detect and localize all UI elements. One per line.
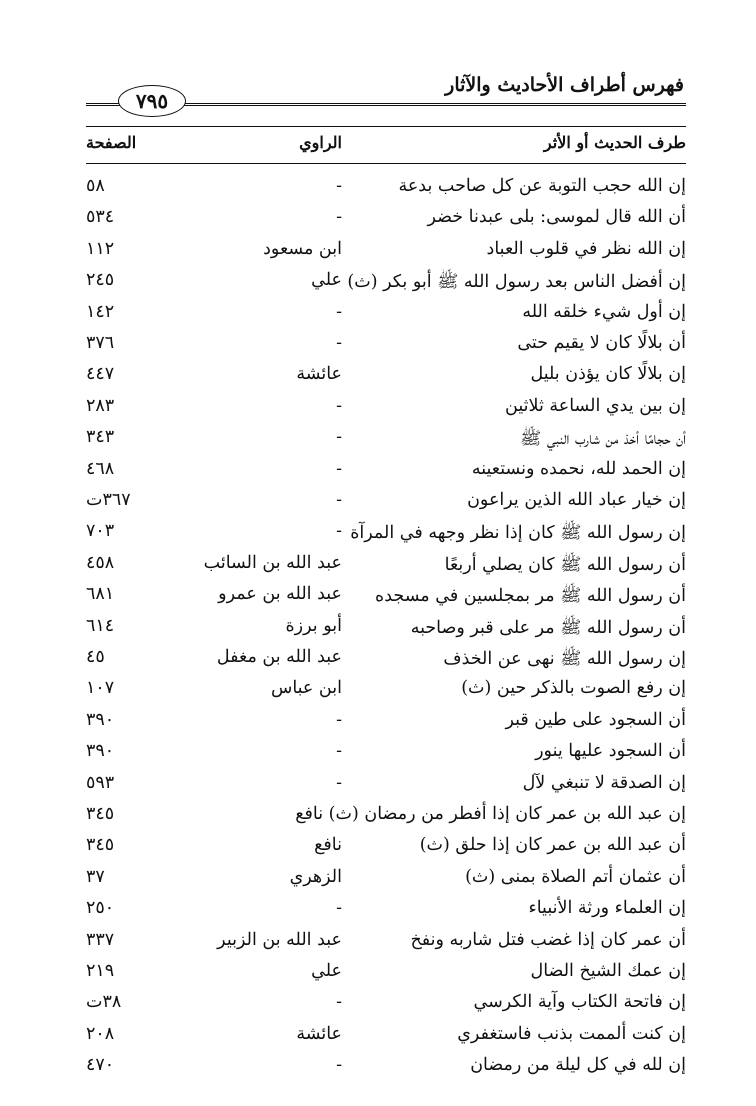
column-header-hadith: طرف الحديث أو الأثر [543, 133, 686, 152]
narrator: - [336, 427, 342, 448]
column-header-rawi: الراوي [299, 133, 342, 152]
page-ref: ٣٩٠ [86, 709, 115, 730]
narrator: - [336, 490, 342, 510]
hadith-text: أن الله قال لموسى: بلى عبدنا خضر [427, 207, 686, 228]
column-header-page: الصفحة [86, 133, 137, 152]
page-ref: ٢٥٠ [86, 898, 115, 919]
narrator: - [336, 301, 342, 322]
page-ref: ٣٤٥ [86, 804, 115, 824]
table-row [86, 205, 686, 236]
page-ref: ٥٩٣ [86, 772, 115, 793]
hadith-text: إن خيار عباد الله الذين يراعون [467, 490, 686, 510]
page-ref: ٦٨١ [86, 584, 115, 605]
table-row [86, 300, 686, 331]
hadith-text: إن رسول الله ﷺ كان إذا نظر وجهه في المرآة [350, 523, 686, 544]
narrator: عبد الله بن الزبير [217, 929, 342, 950]
hadith-text: أن رسول الله ﷺ مر بمجلسين في مسجده [375, 586, 686, 607]
table-row [86, 959, 686, 990]
hadith-text: إن الله نظر في قلوب العباد [486, 238, 686, 259]
table-row [86, 268, 686, 299]
narrator: - [336, 395, 342, 416]
narrator: - [336, 992, 342, 1013]
hadith-text: إن أفضل الناس بعد رسول الله ﷺ أبو بكر (ث) [347, 272, 686, 293]
table-row [86, 833, 686, 864]
page-ref: ٣٧ [86, 866, 105, 887]
narrator: - [336, 333, 342, 353]
table-row [86, 802, 686, 833]
page-ref: ٦١٤ [86, 615, 115, 636]
hadith-text: أن رسول الله ﷺ كان يصلي أربعًا [444, 554, 686, 575]
table-row [86, 1053, 686, 1084]
hadith-text: إن الله حجب التوبة عن كل صاحب بدعة [398, 176, 686, 196]
table-row [86, 928, 686, 959]
page-ref: ٧٠٣ [86, 521, 115, 542]
hadith-text: أن بلالًا كان لا يقيم حتى [517, 333, 686, 353]
table-row [86, 708, 686, 739]
page-ref: ٢٠٨ [86, 1023, 115, 1044]
table-row [86, 771, 686, 802]
hadith-text: أن رسول الله ﷺ مر على قبر وصاحبه [410, 617, 686, 638]
table-row [86, 394, 686, 425]
hadith-text: إن العلماء ورثة الأنبياء [528, 898, 686, 919]
narrator: - [336, 709, 342, 730]
page-ref: ١٠٧ [86, 678, 115, 699]
page-ref: ٣٤٣ [86, 427, 115, 448]
narrator: ابن عباس [270, 678, 342, 699]
hadith-text: إن عبد الله بن عمر كان إذا أفطر من رمضان (ث) نافع [295, 804, 686, 824]
hadith-text: إن رفع الصوت بالذكر حين (ث) [461, 678, 686, 699]
table-row [86, 237, 686, 268]
page-ref: ١١٢ [86, 238, 115, 259]
table-row [86, 990, 686, 1021]
narrator: ابن مسعود [263, 238, 342, 259]
running-title: فهرس أطراف الأحاديث والآثار [445, 74, 684, 96]
table-row [86, 865, 686, 896]
narrator: - [336, 176, 342, 196]
hadith-text: إن رسول الله ﷺ نهى عن الخذف [443, 649, 686, 669]
page-ref: ٣٧٦ [86, 333, 115, 353]
page-ref: ٣٣٧ [86, 929, 115, 950]
table-row [86, 614, 686, 645]
table-row [86, 362, 686, 393]
narrator: - [336, 772, 342, 793]
table-row [86, 331, 686, 362]
hadith-text: أن عثمان أتم الصلاة بمنى (ث) [465, 866, 686, 887]
page-ref: ٤٥٨ [86, 552, 115, 573]
table-row [86, 582, 686, 613]
narrator: - [336, 741, 342, 762]
table-row [86, 519, 686, 550]
page-ref: ٤٦٨ [86, 458, 115, 479]
narrator: عبد الله بن مغفل [216, 647, 342, 667]
page-ref: ٣٦٧ت [86, 490, 131, 510]
hadith-text: أن حجامًا أخذ من شارب النبي ﷺ [520, 429, 686, 450]
narrator: عبد الله بن السائب [203, 552, 342, 573]
page-ref: ٥٨ [86, 176, 105, 196]
page-ref: ٣٨ت [86, 992, 122, 1013]
page-ref: ٣٩٠ [86, 741, 115, 762]
page-number: ٧٩٥ [118, 85, 186, 117]
narrator: أبو برزة [285, 615, 342, 636]
narrator: نافع [314, 835, 342, 856]
hadith-text: إن الحمد لله، نحمده ونستعينه [471, 458, 686, 479]
table-row [86, 551, 686, 582]
hadith-text: أن عمر كان إذا غضب فتل شاربه ونفخ [410, 929, 686, 950]
narrator: - [336, 1055, 342, 1076]
narrator: الزهري [289, 866, 342, 887]
table-row [86, 174, 686, 205]
narrator: - [336, 898, 342, 919]
page-ref: ٤٥ [86, 647, 105, 667]
narrator: علي [311, 270, 342, 291]
page-ref: ٤٧٠ [86, 1055, 115, 1076]
narrator: - [336, 521, 342, 542]
narrator: علي [311, 961, 342, 981]
hadith-text: إن بين يدي الساعة ثلاثين [505, 395, 686, 416]
table-row [86, 676, 686, 707]
hadith-text: إن لله في كل ليلة من رمضان [470, 1055, 686, 1076]
table-row [86, 645, 686, 676]
page-ref: ٥٣٤ [86, 207, 115, 228]
hadith-text: إن أول شيء خلقه الله [522, 301, 686, 322]
table-header [86, 126, 686, 164]
page-ref: ٢٤٥ [86, 270, 115, 291]
page-ref: ٣٤٥ [86, 835, 115, 856]
table-row [86, 896, 686, 927]
narrator: - [336, 207, 342, 228]
hadith-text: أن السجود على طين قبر [505, 709, 686, 730]
hadith-text: أن السجود عليها ينور [535, 741, 686, 762]
table-row [86, 457, 686, 488]
table-row [86, 425, 686, 456]
narrator: عبد الله بن عمرو [218, 584, 342, 605]
hadith-text: إن بلالًا كان يؤذن بليل [530, 364, 686, 385]
narrator: عائشة [296, 364, 342, 385]
hadith-text: أن عبد الله بن عمر كان إذا حلق (ث) [419, 835, 686, 856]
table-row [86, 739, 686, 770]
narrator: - [336, 458, 342, 479]
narrator: عائشة [296, 1023, 342, 1044]
page-ref: ٤٤٧ [86, 364, 115, 385]
page-ref: ١٤٢ [86, 301, 115, 322]
hadith-text: إن عمك الشيخ الضال [530, 961, 686, 981]
hadith-text: إن فاتحة الكتاب وآية الكرسي [473, 992, 686, 1013]
table-row [86, 488, 686, 519]
page-ref: ٢١٩ [86, 961, 115, 981]
hadith-text: إن كنت ألممت بذنب فاستغفري [457, 1023, 686, 1044]
hadith-text: إن الصدقة لا تنبغي لآل [522, 772, 686, 793]
page-ref: ٢٨٣ [86, 395, 115, 416]
table-row [86, 1022, 686, 1053]
